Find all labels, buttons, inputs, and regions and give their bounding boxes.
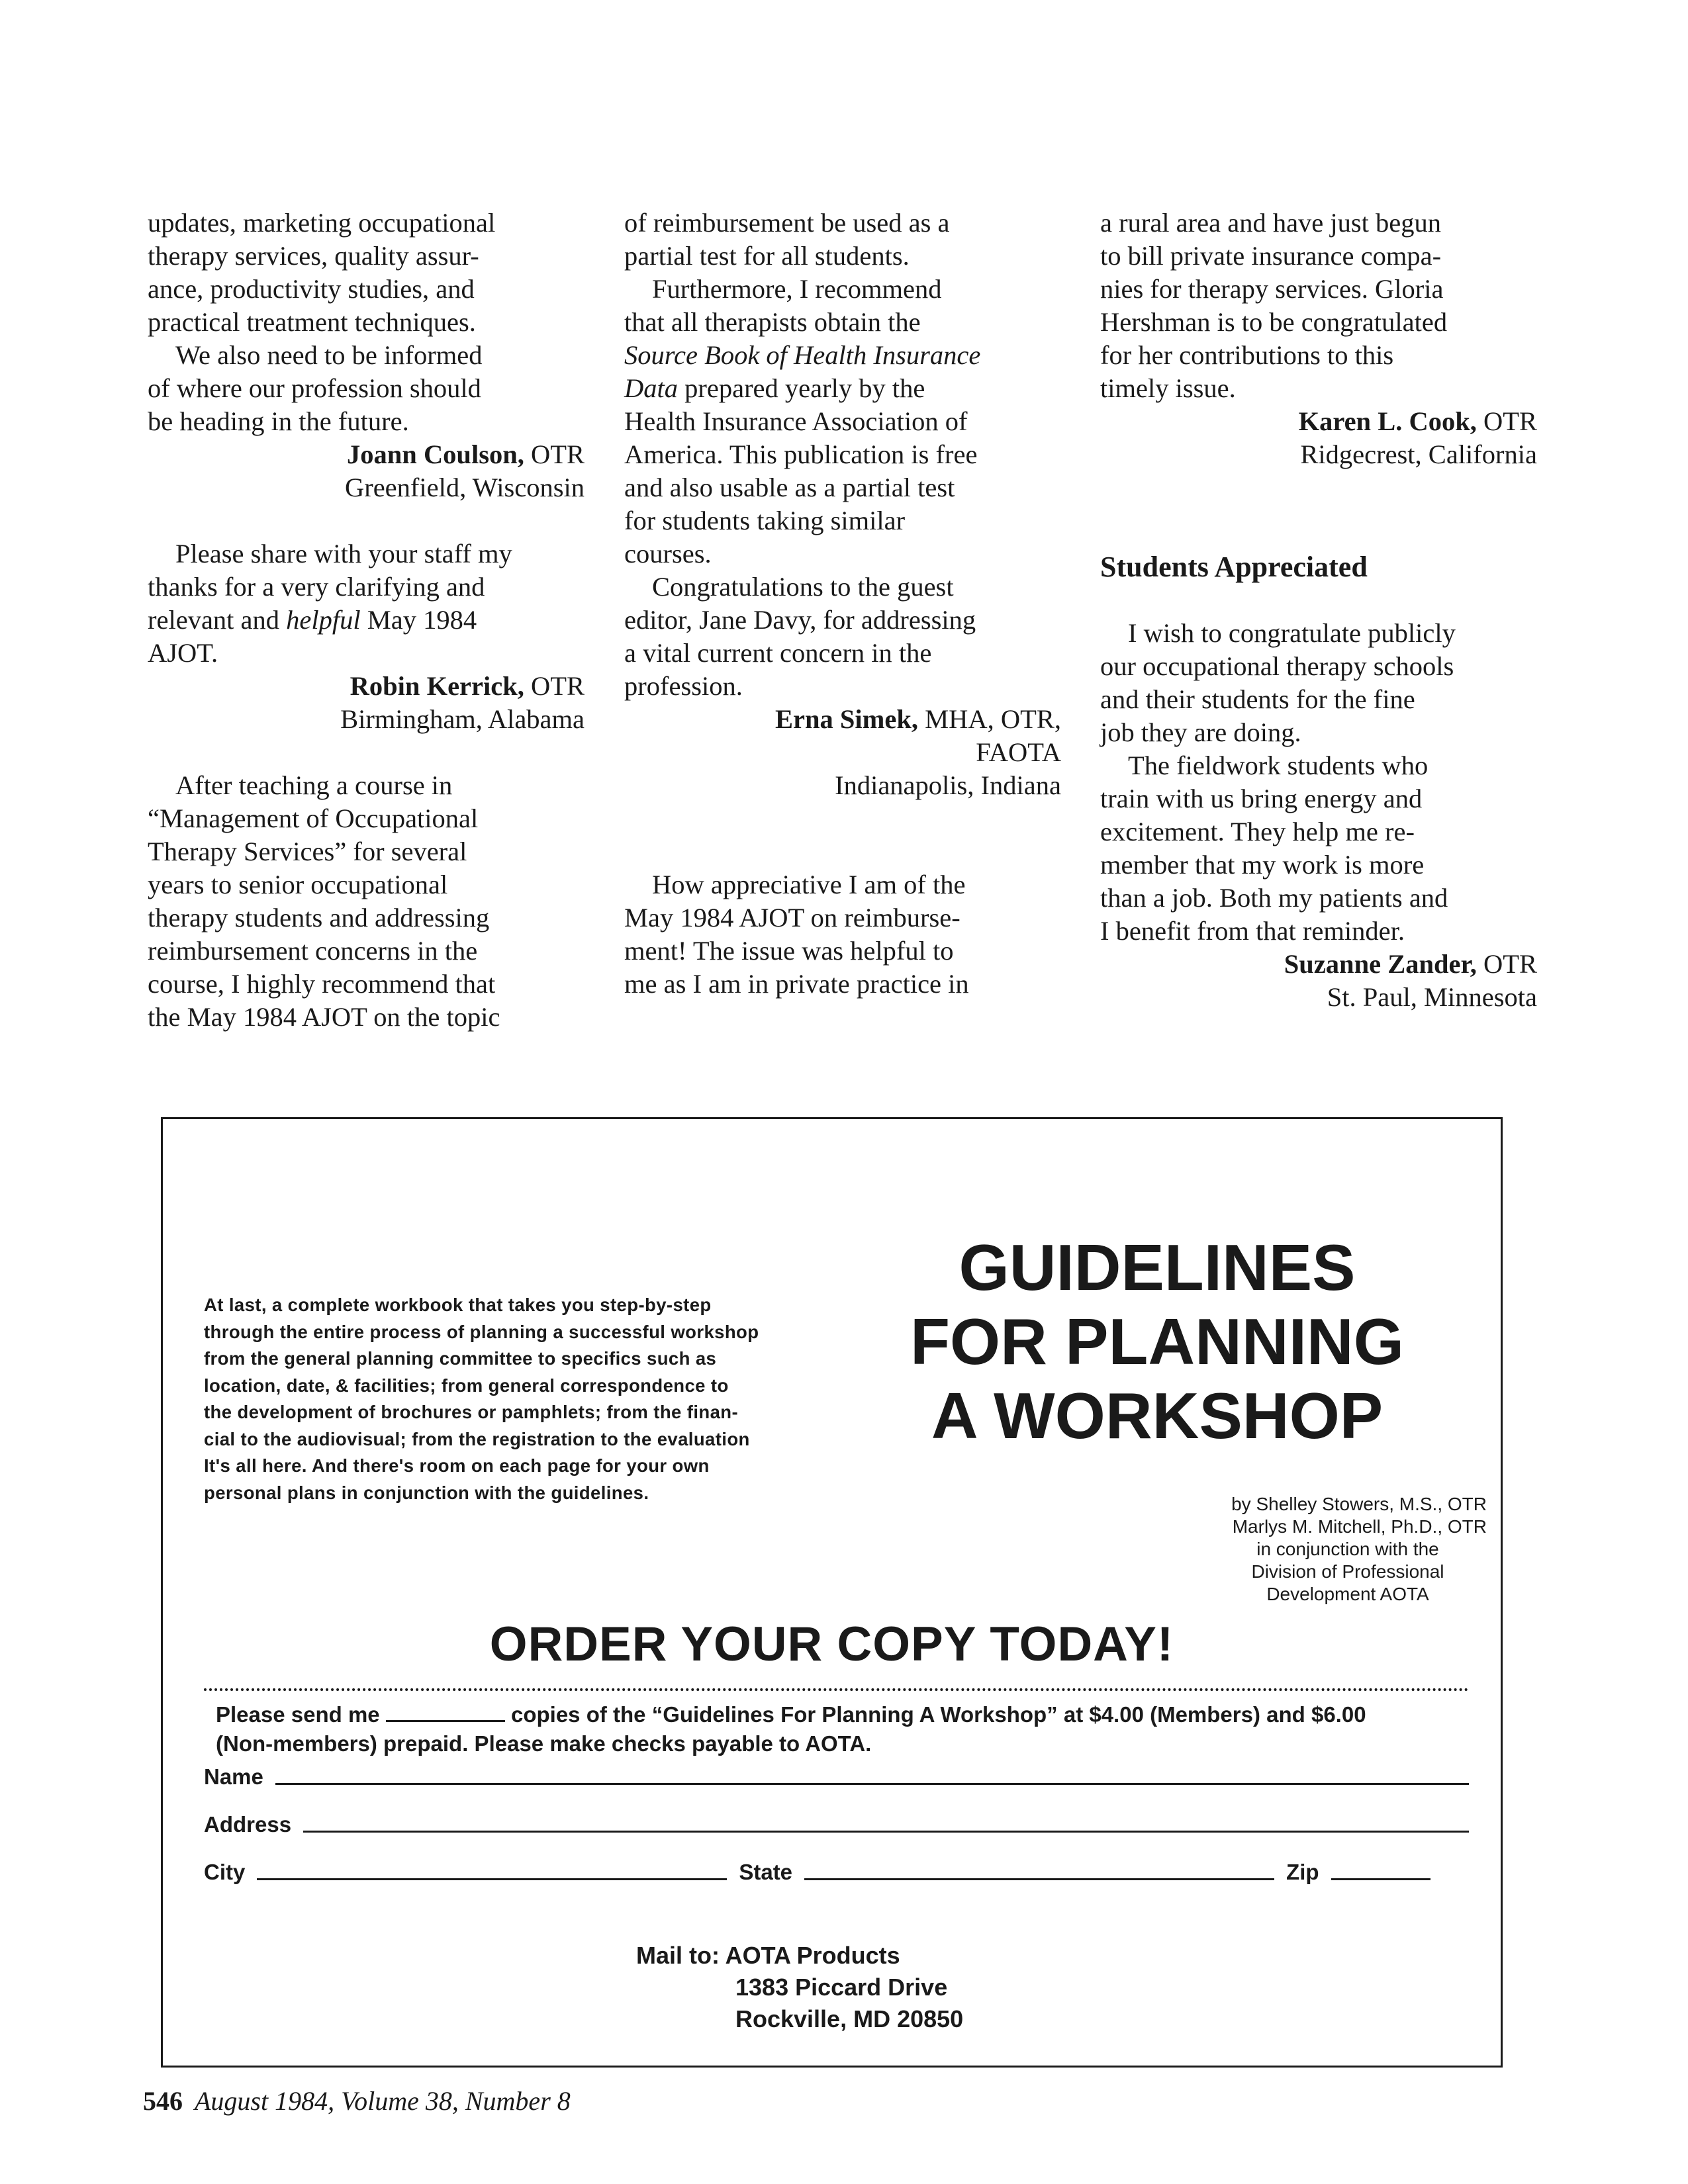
letters-column-1 [148, 206, 585, 1034]
order-heading: ORDER YOUR COPY TODAY! [489, 1617, 1174, 1671]
letter-signature: Karen L. Cook, OTR Ridgecrest, California [1298, 406, 1537, 469]
paragraph: updates, marketing occupational therapy services, quality assur- ance, productivity studies, and practical treatment techniques. [148, 208, 496, 337]
name-field[interactable]: Name [204, 1762, 1469, 1792]
city-state-zip-field[interactable]: City State Zip [204, 1858, 1469, 1887]
letters-column-2 [624, 206, 1061, 1001]
letters-column-3 [1100, 206, 1537, 1014]
ad-description: At last, a complete workbook that takes you step-by-step through the entire process of planning a successful workshop from the general planning committee to specifics such as location, date, & facilities; from general correspondence to the development of brochures or pamphlets; from the finan- cial to the audiovisual; from the registration to the evaluation It's all here. And there's room on each page for your own personal plans in conjunction with the guidelines. [204, 1295, 759, 1503]
paragraph: We also need to be informed of where our profession should be heading in the future. [148, 340, 483, 436]
section-heading: Students Appreciated [1100, 551, 1368, 583]
page-footer [143, 2085, 571, 2118]
paragraph: Furthermore, I recommend that all therapists obtain the Source Book of Health Insurance Data prepared yearly by the Health Insurance Association of America. This publication is free and also usable as a partial test for students taking similar courses. [624, 274, 981, 569]
letter-signature: Joann Coulson, OTR Greenfield, Wisconsin [344, 439, 585, 502]
letter-signature: Robin Kerrick, OTR Birmingham, Alabama [340, 671, 585, 734]
order-request: Please send me copies of the “Guidelines For Planning A Workshop” at $4.00 (Members) and $6.00 (Non-members) prepaid. Please make checks payable to AOTA. [216, 1702, 1366, 1756]
paragraph: Please share with your staff my thanks for a very clarifying and relevant and helpful May 1984 AJOT. [148, 539, 512, 668]
paragraph: of reimbursement be used as a partial test for all students. [624, 208, 950, 271]
paragraph: After teaching a course in “Management of Occupational Therapy Services” for several years to senior occupational therapy students and addressing reimbursement concerns in the course, I highly recommend that the May 1984 AJOT on the topic [148, 770, 500, 1032]
workshop-advertisement [161, 1117, 1503, 2068]
page-number: 546 [143, 2086, 183, 2116]
cut-line [204, 1688, 1469, 1691]
letter-signature: Suzanne Zander, OTR St. Paul, Minnesota [1284, 949, 1537, 1012]
address-field[interactable]: Address [204, 1810, 1469, 1839]
ad-title: GUIDELINES FOR PLANNING A WORKSHOP [910, 1231, 1404, 1452]
mailing-address: Mail to: AOTA Products 1383 Piccard Drive Rockville, MD 20850 [636, 1942, 964, 2032]
paragraph: Congratulations to the guest editor, Jane Davy, for addressing a vital current concern in the profession. [624, 572, 976, 701]
letter-signature: Erna Simek, MHA, OTR, FAOTA Indianapolis, Indiana [774, 704, 1061, 800]
paragraph: I wish to congratulate publicly our occupational therapy schools and their students for the fine job they are doing. [1100, 618, 1456, 747]
paragraph: How appreciative I am of the May 1984 AJOT on reimburse- ment! The issue was helpful to me as I am in private practice in [624, 870, 969, 999]
paragraph: a rural area and have just begun to bill private insurance compa- nies for therapy services. Gloria Hershman is to be congratulated for her contributions to this timely issue. [1100, 208, 1448, 403]
copies-blank[interactable] [386, 1702, 505, 1722]
paragraph: The fieldwork students who train with us bring energy and excitement. They help me re- member that my work is more than a job. Both my patients and I benefit from that reminder. [1100, 751, 1448, 946]
ad-byline: by Shelley Stowers, M.S., OTR Marlys M. Mitchell, Ph.D., OTR in conjunction with the Division of Professional Development AOTA [1231, 1494, 1487, 1604]
issue-info: August 1984, Volume 38, Number 8 [195, 2086, 571, 2116]
